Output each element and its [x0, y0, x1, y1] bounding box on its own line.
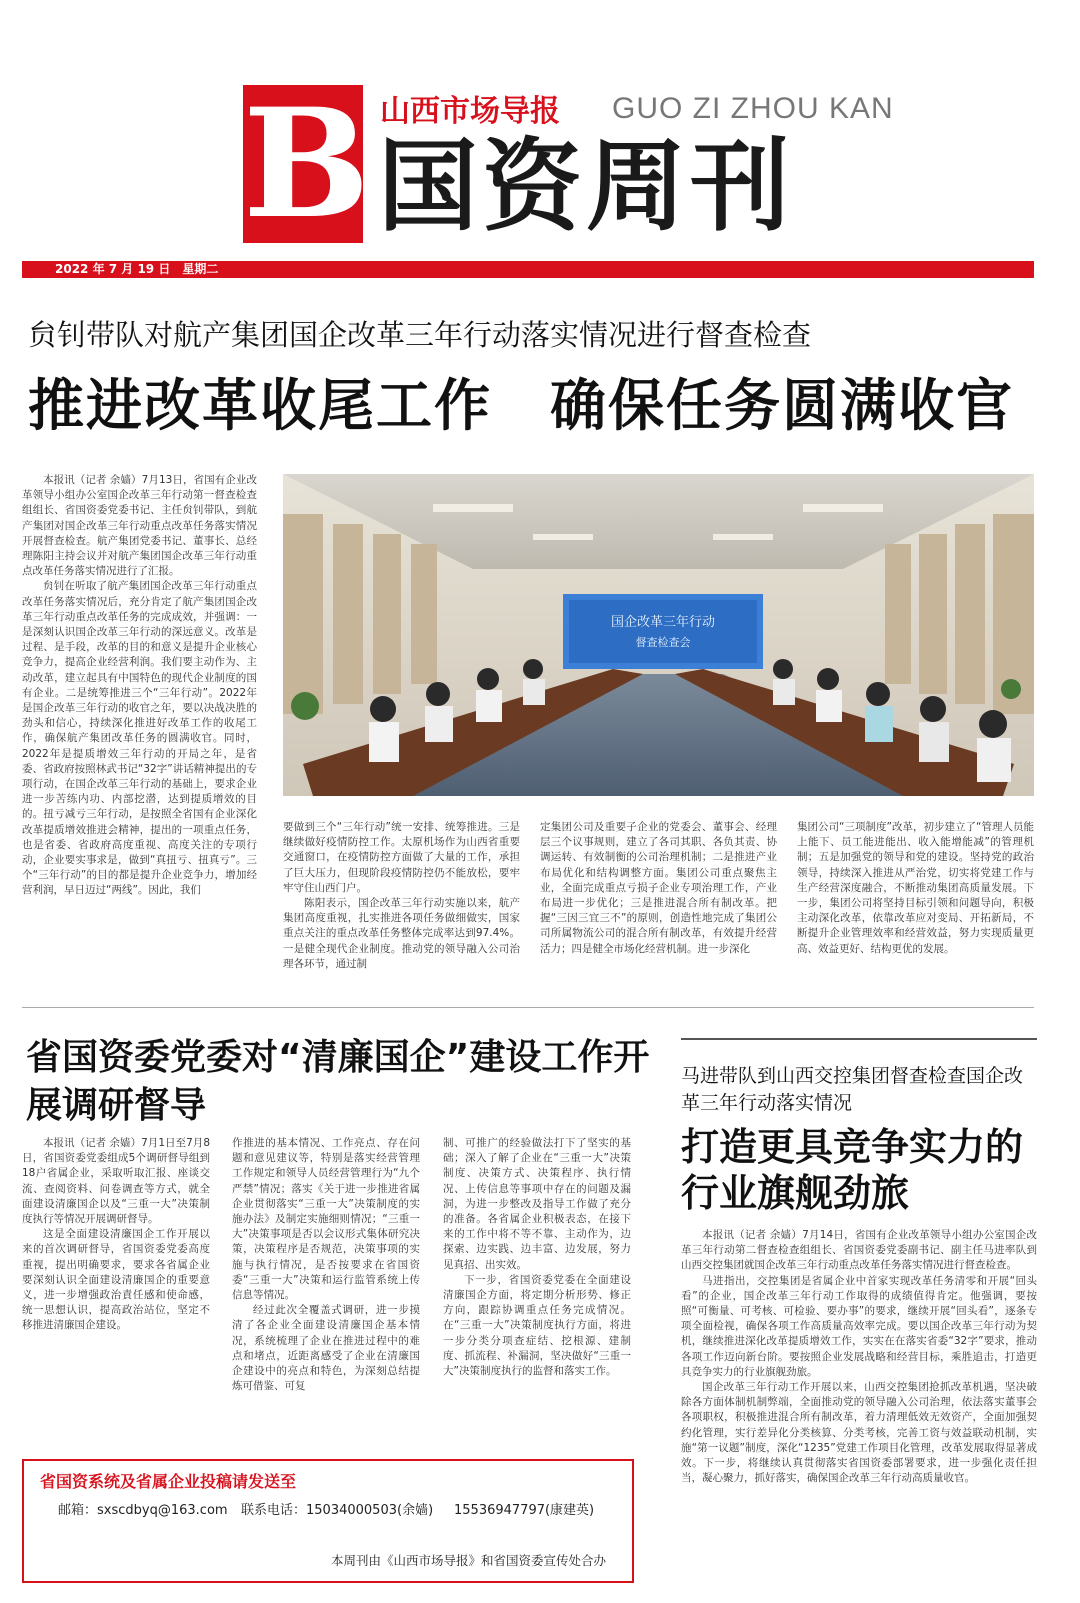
article1-photo	[283, 474, 1034, 796]
article3-para: 国企改革三年行动工作开展以来，山西交控集团抢抓改革机遇，坚决破除各方面体制机制弊端，全面推动党的领导融入公司治理，依法落实董事会各项职权，积极推进混合所有制改革，着力清理低效无效资产，全面加强契约化管理，实行差异化分类核算、分类考核，完善工资与效益联动机制，实施“第一议题”制度，深化“1235”党建工作项目化管理，改革发展取得显著成效。下一步，将继续认真贯彻落实省国资委部署要求，进一步强化责任担当，凝心聚力，抓好落实，确保国企改革三年行动高质量收官。	[681, 1381, 1037, 1485]
article2-col3-para: 制、可推广的经验做法打下了坚实的基础；深入了解了企业在“三重一大”决策制度、决策方式、决策程序、执行情况、上传信息等事项中存在的问题及漏洞，为进一步整改及指导工作做了充分的准备。各省属企业积极表态，在接下来的工作中将不等不靠、主动作为，边探索、边实践、边丰富、边发展，努力见真招、出实效。	[443, 1137, 631, 1271]
email-label: 邮箱：	[58, 1503, 98, 1518]
contribution-phone-row	[241, 1499, 433, 1518]
contribution-email-row	[58, 1499, 228, 1518]
article2-column-2	[232, 1136, 420, 1451]
section-divider	[22, 1007, 1034, 1008]
article3-top-rule	[681, 1038, 1037, 1040]
article1-col1-para: 贠钊在听取了航产集团国企改革三年行动重点改革任务落实情况后，充分肯定了航产集团国企改革三年行动重点改革任务的完成成效，并强调：一是深刻认识国企改革三年行动的深远意义。改革是过程、是手段，改革的目的和意义是提升企业核心竞争力，提高企业经营利润。我们要主动作为、主动改革，建立起具有中国特色的现代企业制度的国有企业。二是统筹推进三个“三年行动”。2022年是国企改革三年行动的收官之年，要以决战决胜的劲头和信心，持续深化推进好改革工作的收尾工作，确保航产集团改革任务的圆满收官。同时，2022年是提质增效三年行动的开局之年，是省委、省政府按照林武书记“32字”讲话精神提出的专项行动，在国企改革三年行动的基础上，要求企业进一步苦练内功、内部挖潜，达到提质增效的目的。扭亏减亏三年行动，是按照全省国有企业深化改革提质增效推进会精神，提出的一项重点任务，也是省委、省政府高度重视、高度关注的专项行动，企业要实事求是，做到“真扭亏、扭真亏”。三个“三年行动”的目的都是提升企业竞争力，增加经营利润，早日迈过“两线”。因此，我们	[22, 580, 257, 897]
phone-label: 联系电话：	[241, 1503, 307, 1518]
article1-column-1	[22, 473, 257, 991]
article1-col4-para: 集团公司“三项制度”改革，初步建立了“管理人员能上能下、员工能进能出、收入能增能减”的管理机制；五是加强党的领导和党的建设。坚持党的政治领导，持续深入推进从严治党，切实将党建工作与生产经营深度融合，不断推动集团高质量发展。下一步，集团公司将坚持目标引领和问题导向，积极主动深化改革，依靠改革应对变局、开拓新局，不断提升企业管理效率和经营效益，努力实现质量更高、效益更好、结构更优的发展。	[797, 821, 1034, 955]
article1-col1-para: 本报讯（记者 余嫱）7月13日，省国有企业改革领导小组办公室国企改革三年行动第一督查检查组组长、省国资委党委书记、主任贠钊带队，到航产集团对国企改革三年行动重点改革任务落实情况开展督查检查。航产集团党委书记、董事长、总经理陈阳主持会议并对航产集团国企改革三年行动重点改革任务落实情况进行了汇报。	[22, 474, 257, 578]
article1-col2-para: 陈阳表示，国企改革三年行动实施以来，航产集团高度重视，扎实推进各项任务做细做实，国家重点关注的重点改革任务整体完成率达到97.4%。一是健全现代企业制度。推动党的领导融入公司治理各环节，通过制	[283, 897, 520, 970]
article1-headline: 推进改革收尾工作 确保任务圆满收官	[28, 374, 1014, 439]
article3-para: 本报讯（记者 余嫱）7月14日，省国有企业改革领导小组办公室国企改革三年行动第二督查检查组组长、省国资委党委副书记、副主任马进率队到山西交控集团就国企改革三年行动重点改革任务落实情况进行督查检查。	[681, 1229, 1037, 1272]
masthead-logo	[243, 76, 370, 252]
article2-col3-para: 下一步，省国资委党委在全面建设清廉国企方面，将定期分析形势、修正方向，跟踪协调重点任务完成情况。在“三重一大”决策制度执行方面，将进一步分类分项查症结、挖根源、建制度、抓流程、补漏洞，坚决做好“三重一大”决策制度执行的监督和落实工作。	[443, 1273, 631, 1378]
article3-body	[681, 1228, 1037, 1580]
article2-column-3	[443, 1136, 631, 1451]
contribution-title: 省国资系统及省属企业投稿请发送至	[40, 1472, 297, 1491]
article3-para: 马进指出，交控集团是省属企业中首家实现改革任务清零和开展“回头看”的企业，国企改革三年行动工作取得的成绩值得肯定。他强调，要按照“可衡量、可考核、可检验、要办事”的要求，继续开展“回头看”，逐条专项全面检视，确保各项工作高质量高效率完成。要以国企改革三年行动为契机，继续推进深化改革提质增效工作，实实在在落实省委“32字”要求，推动各项工作迈向新台阶。要按照企业发展战略和经营目标，乘胜追击，打造更具竞争实力的行业旗舰劲旅。	[681, 1274, 1037, 1378]
article2-col2-para: 经过此次全覆盖式调研，进一步摸清了各企业全面建设清廉国企基本情况，系统梳理了企业在推进过程中的难点和堵点，近距离感受了企业在清廉国企建设中的亮点和特色，为深刻总结提炼可借鉴、可复	[232, 1304, 420, 1393]
article1-col2-para: 要做到三个“三年行动”统一安排、统筹推进。三是继续做好疫情防控工作。太原机场作为山西省重要交通窗口，在疫情防控方面做了大量的工作，承担了巨大压力，但现阶段疫情防控仍不能放松，要牢牢守住山西门户。	[283, 821, 520, 894]
contribution-box	[22, 1459, 634, 1583]
date-bar	[22, 261, 1034, 278]
masthead-logo-letter: B	[243, 76, 370, 252]
phone-number-1: 15034000503(余嫱)	[306, 1503, 434, 1518]
article2-headline: 省国资委党委对“清廉国企”建设工作开展调研督导	[26, 1037, 650, 1126]
article2-col1-para: 这是全面建设清廉国企工作开展以来的首次调研督导，省国资委党委高度重视，提出明确要求，要求各省属企业要深刻认识全面建设清廉国企的重要意义，进一步增强政治責任感和使命感，统一思想认识，提高政治站位，坚定不移推进清廉国企建设。	[22, 1228, 210, 1332]
article3-headline: 打造更具竞争实力的行业旗舰劲旅	[681, 1125, 1024, 1215]
article2-col2-para: 作推进的基本情况、工作亮点、存在问题和意见建议等，特别是落实经营管理工作规定和领导人员经营管理行为“九个严禁”情况；落实《关于进一步推进省属企业贯彻落实“三重一大”决策制度的实施办法》及制定实施细则情况；“三重一大”决策事项是否以会议形式集体研究决策，决策程序是否规范，决策事项的实施与执行情况，是否按要求在省国资委“三重一大”决策和运行监管系统上传信息等情况。	[232, 1137, 420, 1302]
date-line: 2022 年 7 月 19 日 星期二	[55, 262, 219, 276]
article1-kicker: 贠钊带队对航产集团国企改革三年行动落实情况进行督查检查	[28, 318, 812, 352]
photo-banner-text: 国企改革三年行动	[610, 615, 716, 630]
masthead-section-name: 国资周刊	[378, 128, 794, 245]
article2-col1-para: 本报讯（记者 余嫱）7月1日至7月8日，省国资委党委组成5个调研督导组到18户省属企业，采取听取汇报、座谈交流、查阅资料、问卷调查等方式，就全面建设清廉国企以及“三重一大”决策制度执行等情况开展调研督导。	[22, 1137, 210, 1226]
email-link[interactable]: sxscdbyq@163.com	[97, 1503, 228, 1518]
masthead-pinyin: GUO ZI ZHOU KAN	[612, 92, 894, 125]
contribution-note: 本周刊由《山西市场导报》和省国资委宣传处合办	[330, 1553, 606, 1568]
phone-number-2: 15536947797(康建英)	[454, 1503, 595, 1518]
article2-column-1	[22, 1136, 210, 1451]
meeting-room-photo	[283, 474, 1034, 796]
article1-column-4	[797, 820, 1034, 992]
article1-col3-para: 定集团公司及重要子企业的党委会、董事会、经理层三个议事规则，建立了各司其职、各负其责、协调运转、有效制衡的公司治理机制；二是推进产业布局优化和结构调整方面。集团公司重点聚焦主业，全面完成重点亏损子企业专项治理工作，产业布局进一步优化；三是推进混合所有制改革。把握“三因三宜三不”的原则，创造性地完成了集团公司所属物流公司的混合所有制改革，有效提升经营活力；四是健全市场化经营机制。进一步深化	[540, 821, 777, 955]
article1-column-3	[540, 820, 777, 992]
article3-kicker: 马进带队到山西交控集团督查检查国企改革三年行动落实情况	[681, 1065, 1024, 1114]
masthead-paper-name: 山西市场导报	[380, 94, 560, 129]
article1-column-2	[283, 820, 520, 992]
svg-text:督查检查会: 督查检查会	[635, 636, 691, 649]
